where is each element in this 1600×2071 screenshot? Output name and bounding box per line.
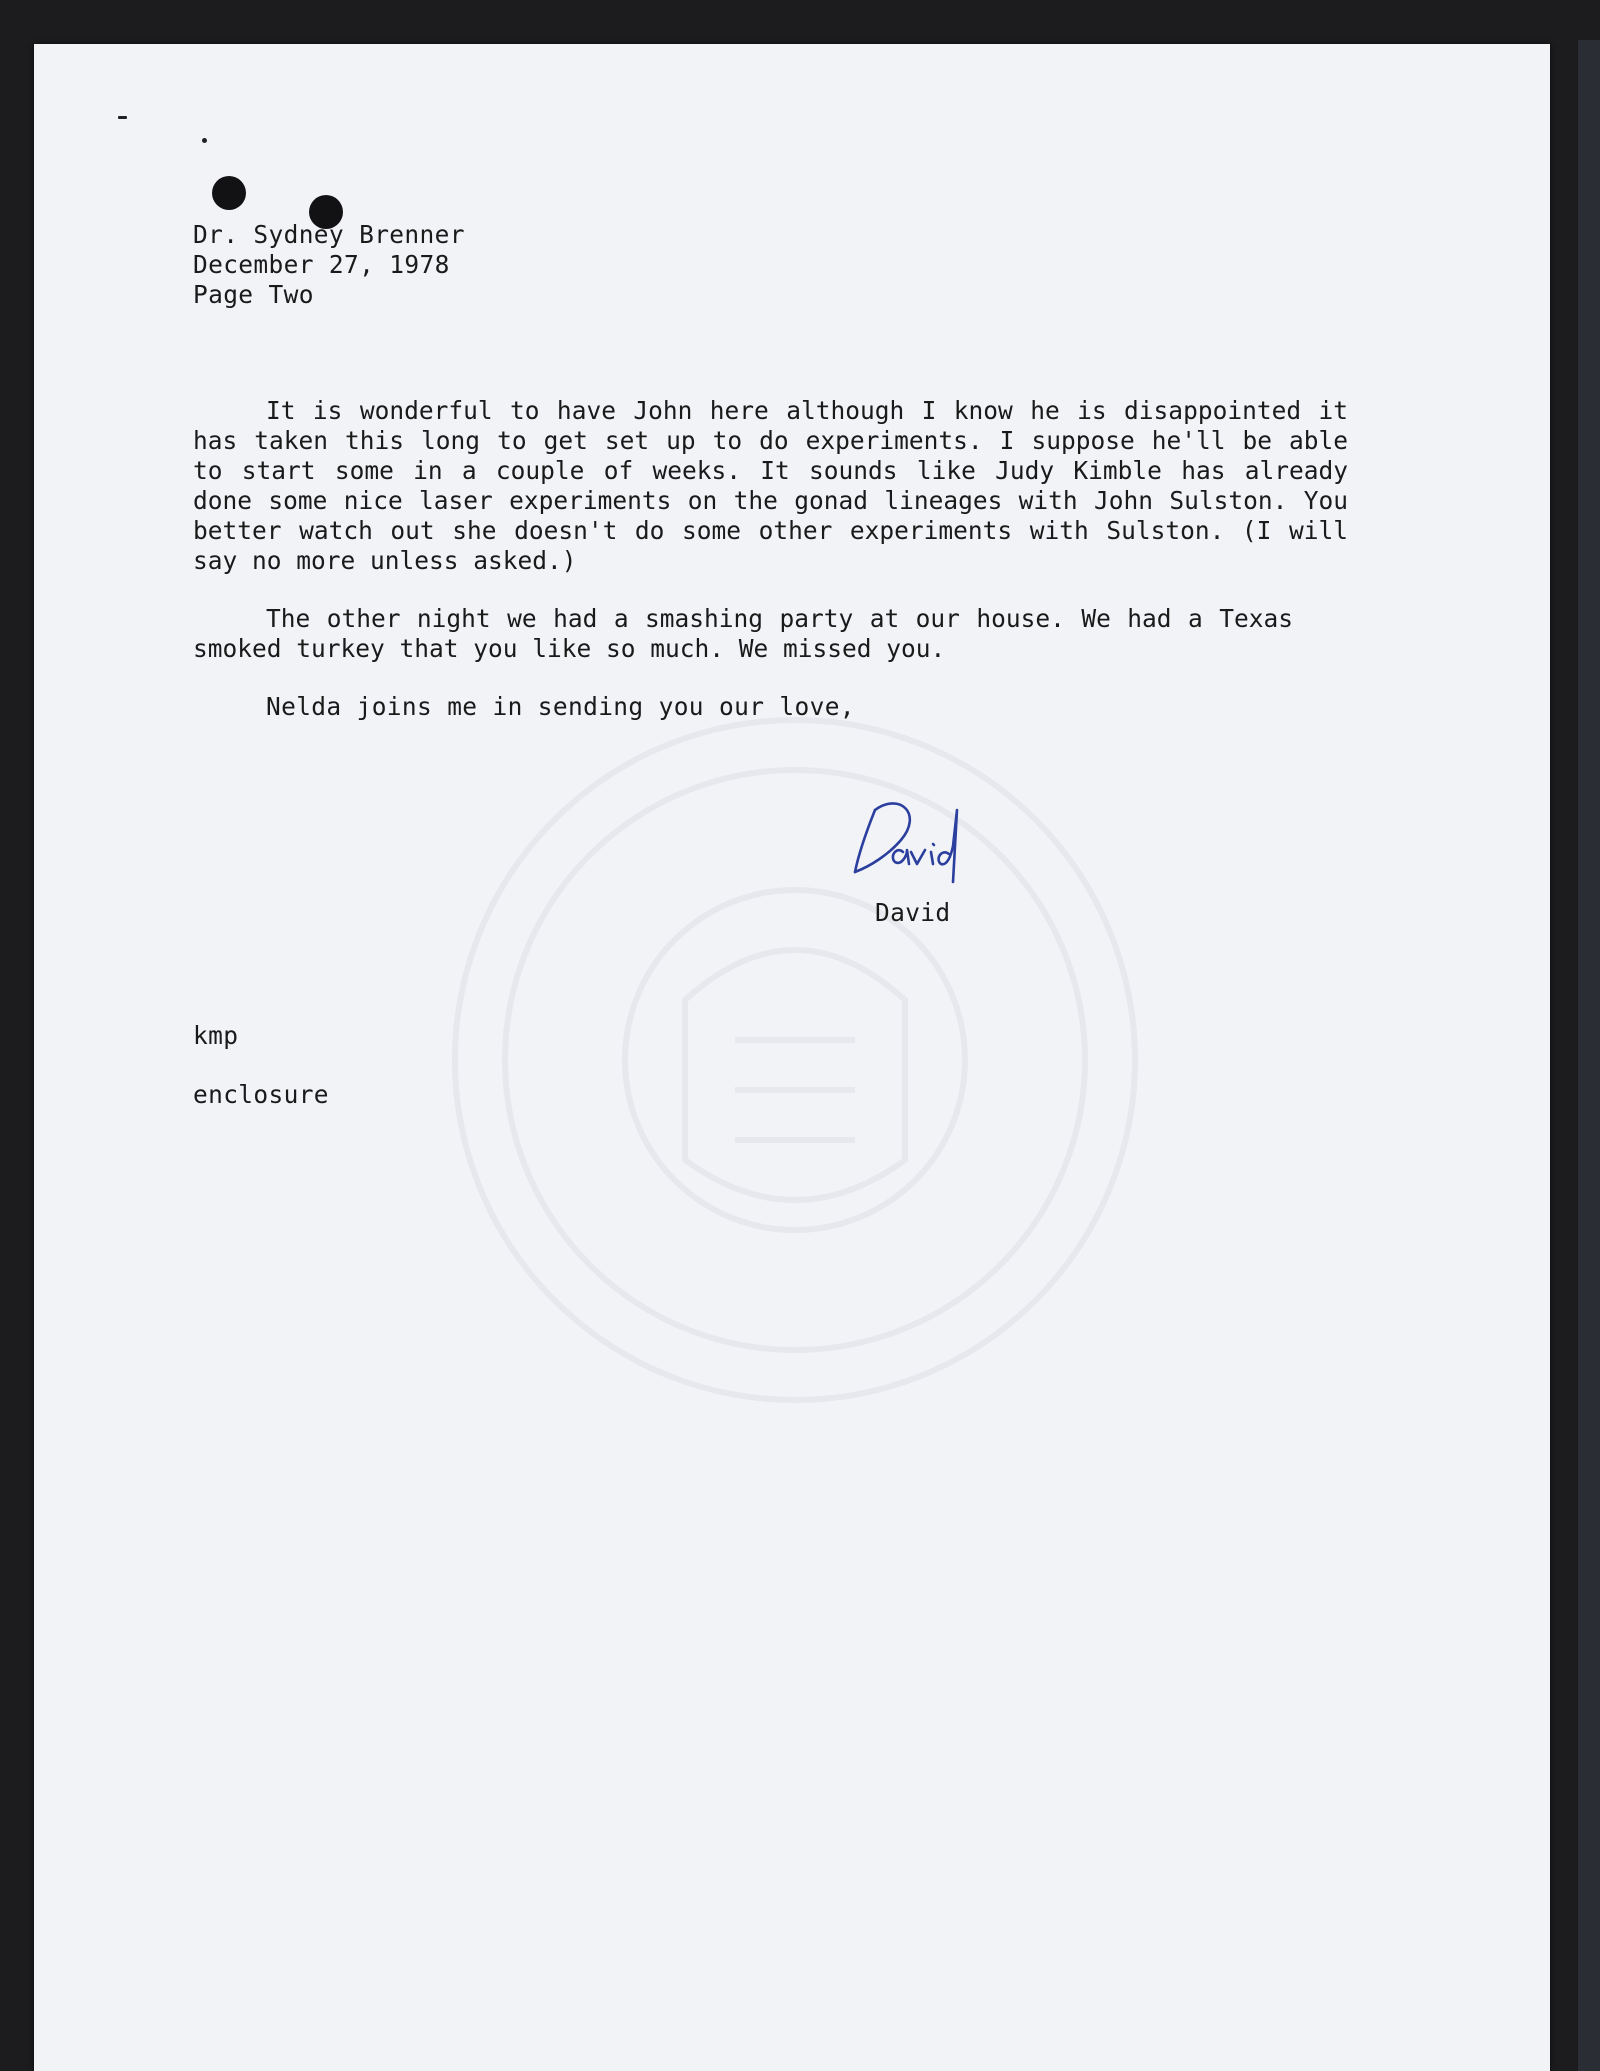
paragraph-1-line: better watch out she doesn't do some other experiments with Sulston. (I will: [193, 516, 1348, 545]
enclosure-note: enclosure: [193, 1080, 329, 1109]
ink-speck: [118, 116, 127, 119]
paragraph-1-line: It is wonderful to have John here although I know he is disappointed it: [266, 396, 1348, 425]
paragraph-2-line: The other night we had a smashing party at our house. We had a Texas: [266, 604, 1293, 633]
closing-line: Nelda joins me in sending you our love,: [266, 692, 855, 721]
letter-date: December 27, 1978: [193, 250, 450, 279]
handwritten-signature: [845, 790, 985, 890]
recipient-name: Dr. Sydney Brenner: [193, 220, 465, 249]
paragraph-2-line: smoked turkey that you like so much. We missed you.: [193, 634, 946, 663]
page-number: Page Two: [193, 280, 314, 309]
paragraph-1-line: say no more unless asked.): [193, 546, 577, 575]
seal-watermark: [435, 700, 1155, 1420]
paragraph-1-line: has taken this long to get set up to do experiments. I suppose he'll be able: [193, 426, 1348, 455]
paragraph-1-line: done some nice laser experiments on the gonad lineages with John Sulston. You: [193, 486, 1348, 515]
punch-hole: [212, 176, 246, 210]
paragraph-1-line: to start some in a couple of weeks. It sounds like Judy Kimble has already: [193, 456, 1348, 485]
typed-signature: David: [875, 898, 951, 927]
typist-initials: kmp: [193, 1021, 239, 1050]
scan-background-edge: [1578, 40, 1600, 2071]
ink-speck: [202, 138, 207, 143]
